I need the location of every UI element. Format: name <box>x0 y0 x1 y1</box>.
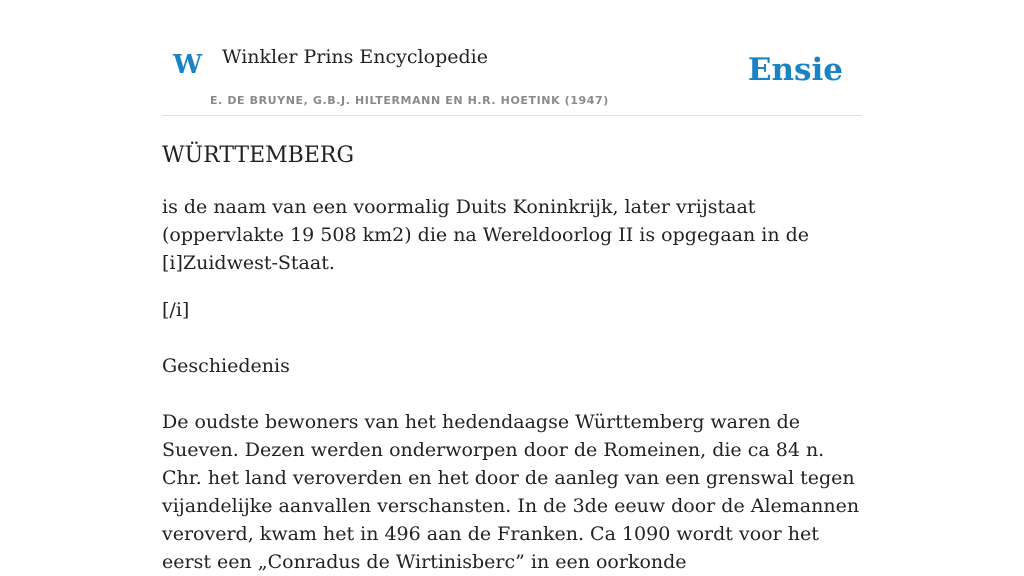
encyclopedia-logo[interactable]: W <box>173 50 203 80</box>
page <box>162 0 862 576</box>
encyclopedia-title[interactable]: Winkler Prins Encyclopedie <box>222 46 488 68</box>
section-heading: Geschiedenis <box>162 355 290 377</box>
article-paragraph: [/i] <box>162 299 190 321</box>
header <box>162 0 862 116</box>
article <box>162 116 862 576</box>
article-headword: WÜRTTEMBERG <box>162 143 355 168</box>
article-paragraph: De oudste bewoners van het hedendaagse Württemberg waren de Sueven. Dezen werden onderworpen door de Romeinen, die ca 84 n. Chr. het land veroverden en het door de aanleg van een grenswal tegen vijandelijke aanvallen verschansten. In de 3de eeuw door de Alemannen veroverd, kwam het in 496 aan de Franken. Ca 1090 wordt voor het eerst een „Conradus de Wirtinisberc” in een oorkonde <box>162 411 860 573</box>
encyclopedia-authors: E. DE BRUYNE, G.B.J. HILTERMANN EN H.R. HOETINK (1947) <box>210 94 609 107</box>
article-paragraph: is de naam van een voormalig Duits Koninkrijk, later vrijstaat (oppervlakte 19 508 km2) die na Wereldoorlog II is opgegaan in de [i]Zuidwest-Staat. <box>162 196 810 274</box>
ensie-brand-link[interactable]: Ensie <box>747 52 843 88</box>
